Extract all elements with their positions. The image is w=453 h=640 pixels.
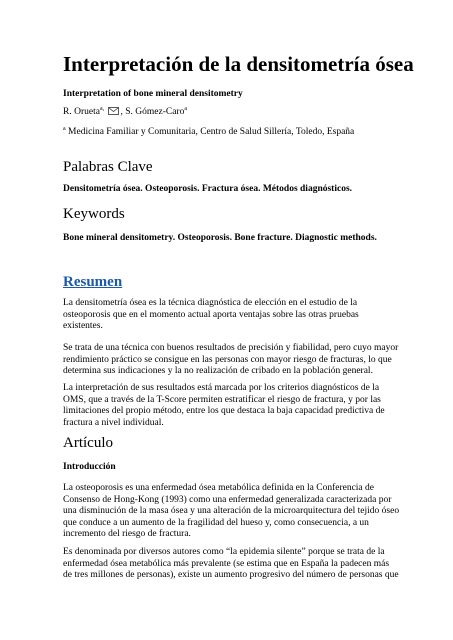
keywords-heading: Keywords (63, 206, 125, 222)
resumen-paragraph-3 (63, 383, 403, 429)
resumen-heading-link[interactable]: Resumen (63, 274, 123, 290)
text-line: La densitometría ósea es la técnica diagnóstica de elección en el estudio de la (63, 298, 358, 308)
text-line: fractura a nivel individual. (63, 417, 164, 428)
text-line: La interpretación de sus resultados está marcada por los criterios diagnósticos de la (63, 383, 380, 393)
author-gomez-caro-affiliation-mark: a (184, 105, 188, 112)
articulo-paragraph-1 (63, 483, 403, 541)
affiliation-mark: a (63, 125, 66, 132)
palabras-clave-text: Densitometría ósea. Osteoporosis. Fractura ósea. Métodos diagnósticos. (63, 184, 353, 194)
text-line: una disminución de la masa ósea y una alteración de la microarquitectura del tejido óseo (63, 506, 400, 516)
text-line: determina sus indicaciones y la no realización de cribado en la población general. (63, 366, 373, 376)
resumen-paragraph-1 (63, 298, 403, 333)
text-line: existentes. (63, 321, 103, 331)
text-line: incremento del riesgo de fractura. (63, 529, 191, 539)
text-line: que conduce a un aumento de la fragilidad del hueso y, como consecuencia, a un (63, 517, 369, 528)
author-gomez-caro: S. Gómez-Caro (125, 107, 185, 117)
text-line: limitaciones del propio método, entre los que destaca la baja capacidad predictiva de (63, 406, 385, 416)
keywords-text: Bone mineral densitometry. Osteoporosis. Bone fracture. Diagnostic methods. (63, 233, 377, 243)
articulo-heading: Artículo (63, 435, 113, 451)
text-line: Se trata de una técnica con buenos resultados de precisión y fiabilidad, pero cuyo mayor (63, 343, 399, 353)
affiliation (63, 126, 354, 138)
text-line: osteoporosis que en el momento actual aporta ventajas sobre las otras pruebas (63, 309, 359, 320)
articulo-paragraph-2 (63, 547, 403, 582)
text-line: Consenso de Hong-Kong (1993) como una enfermedad generalizada caracterizada por (63, 494, 392, 505)
author-orueta-affiliation-mark: a, (99, 105, 105, 112)
text-line: La osteoporosis es una enfermedad ósea metabólica definida en la Conferencia de (63, 483, 374, 493)
palabras-clave-heading: Palabras Clave (63, 159, 153, 175)
article-title: Interpretación de la densitometría ósea (63, 52, 414, 76)
author-line: R. Orueta$^{a,}$ , S. Gómez-Caro$^a$ (63, 105, 188, 117)
mail-icon[interactable] (108, 107, 119, 119)
text-line: rendimiento práctico se consigue en las personas con mayor riesgo de fracturas, lo que (63, 354, 392, 365)
author-orueta: R. Orueta (63, 107, 100, 117)
introduccion-heading: Introducción (63, 462, 116, 472)
text-line: enfermedad ósea metabólica más prevalente (se estima que en España la padecen más (63, 558, 390, 569)
text-line: de tres millones de personas), existe un aumento progresivo del número de personas que (63, 570, 399, 580)
mail-icon-graphic (108, 107, 119, 115)
article-subtitle: Interpretation of bone mineral densitometry (63, 89, 243, 99)
text-line: Es denominada por diversos autores como “la epidemia silente” porque se trata de la (63, 547, 385, 557)
resumen-paragraph-2 (63, 343, 403, 378)
text-line: OMS, que a través de la T-Score permiten estratificar el riesgo de fractura, y por las (63, 394, 381, 405)
affiliation-text: Medicina Familiar y Comunitaria, Centro de Salud Sillería, Toledo, España (68, 127, 355, 137)
